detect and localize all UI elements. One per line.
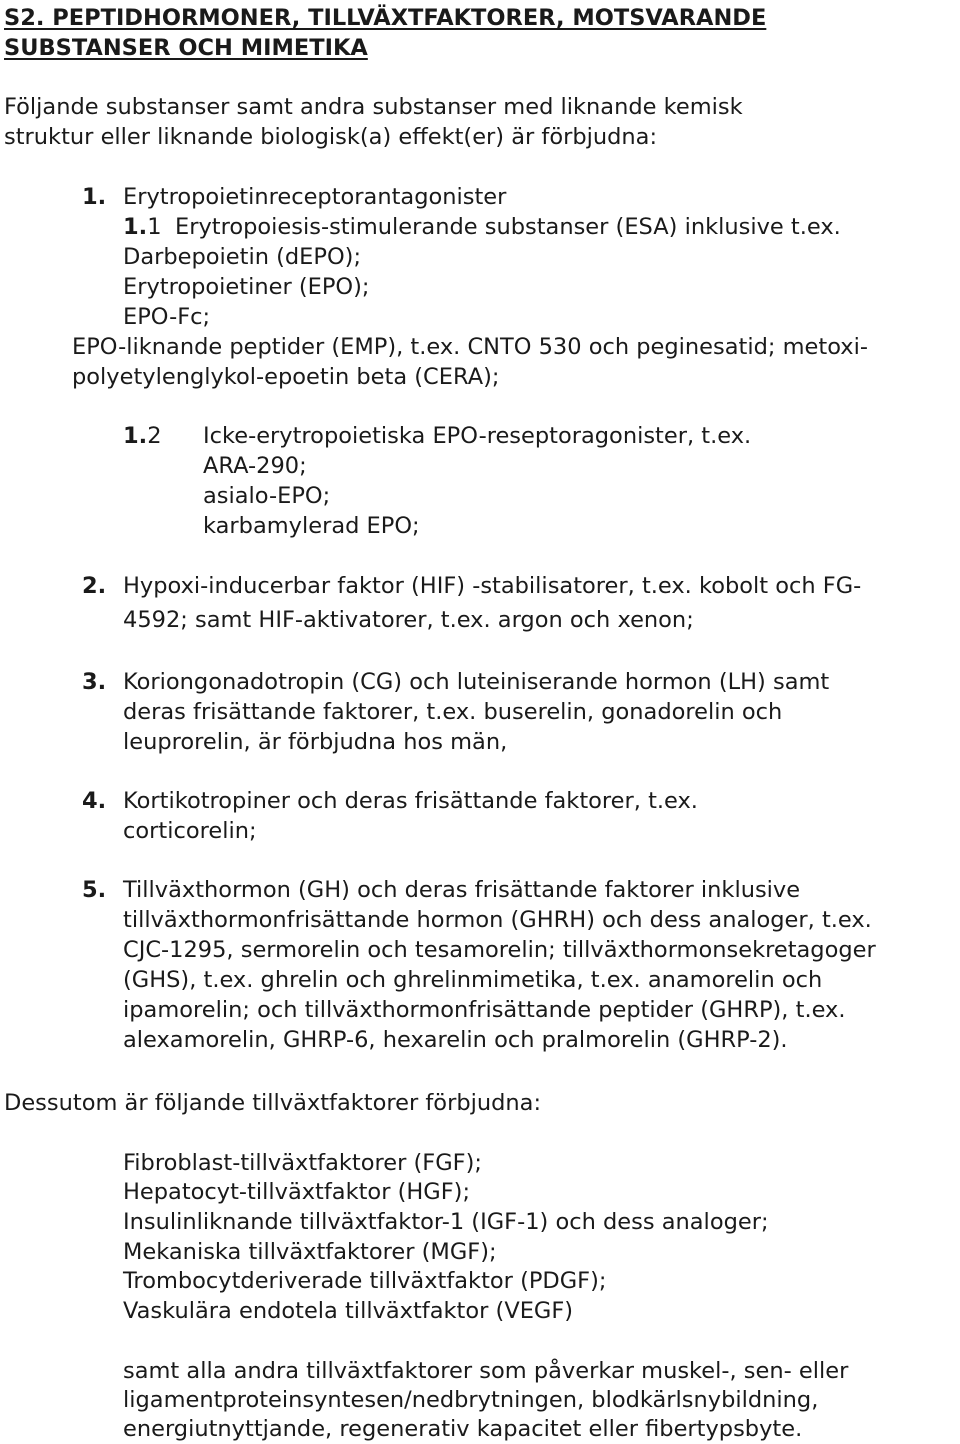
growth-factor-item: Insulinliknande tillväxtfaktor-1 (IGF-1) och dess analoger;	[123, 1209, 769, 1235]
growth-factor-item: Hepatocyt-tillväxtfaktor (HGF);	[123, 1179, 471, 1205]
growth-factor-item: Mekaniska tillväxtfaktorer (MGF);	[123, 1239, 497, 1265]
item-1-2-line: asialo-EPO;	[203, 483, 331, 509]
item-5-line: tillväxthormonfrisättande hormon (GHRH) och dess analoger, t.ex.	[123, 907, 872, 933]
item-4-number: 4.	[82, 788, 107, 814]
item-1-number: 1.	[82, 184, 107, 210]
growth-factor-item: Fibroblast-tillväxtfaktorer (FGF);	[123, 1150, 482, 1176]
growth-factor-item: Vaskulära endotela tillväxtfaktor (VEGF)	[123, 1298, 574, 1324]
item-1-2-number-rest: 2	[147, 423, 162, 449]
closing-line: energiutnyttjande, regenerativ kapacitet eller fibertypsbyte.	[123, 1416, 803, 1442]
intro-line-1: Följande substanser samt andra substanser med liknande kemisk	[4, 94, 743, 120]
item-4-line: Kortikotropiner och deras frisättande faktorer, t.ex.	[123, 788, 698, 814]
closing-line: ligamentproteinsyntesen/nedbrytningen, blodkärlsnybildning,	[123, 1387, 819, 1413]
intro-line-2: struktur eller liknande biologisk(a) effekt(er) är förbjudna:	[4, 124, 658, 150]
item-1-1-line: Darbepoietin (dEPO);	[123, 244, 362, 270]
item-5-line: CJC-1295, sermorelin och tesamorelin; tillväxthormonsekretagoger	[123, 937, 876, 963]
item-5-line: Tillväxthormon (GH) och deras frisättande faktorer inklusive	[123, 877, 801, 903]
item-5-line: alexamorelin, GHRP-6, hexarelin och pralmorelin (GHRP-2).	[123, 1027, 788, 1053]
item-1-1-wide-line: polyetylenglykol-epoetin beta (CERA);	[72, 364, 500, 390]
item-1-heading: Erytropoietinreceptorantagonister	[123, 184, 507, 210]
item-1-2-heading: Icke-erytropoietiska EPO-reseptoragonister, t.ex.	[203, 423, 752, 449]
item-1-2-line: karbamylerad EPO;	[203, 513, 420, 539]
item-2-number: 2.	[82, 573, 107, 599]
item-1-2-number-bold: 1.	[123, 423, 148, 449]
item-1-2-line: ARA-290;	[203, 453, 307, 479]
item-3-number: 3.	[82, 669, 107, 695]
growth-factor-item: Trombocytderiverade tillväxtfaktor (PDGF);	[123, 1268, 607, 1294]
item-1-1-heading: Erytropoiesis-stimulerande substanser (ESA) inklusive t.ex.	[175, 214, 841, 240]
item-5-number: 5.	[82, 877, 107, 903]
item-5-line: (GHS), t.ex. ghrelin och ghrelinmimetika, t.ex. anamorelin och	[123, 967, 823, 993]
item-3-line: deras frisättande faktorer, t.ex. buserelin, gonadorelin och	[123, 699, 783, 725]
item-1-2-number	[123, 421, 162, 451]
item-3-line: leuprorelin, är förbjudna hos män,	[123, 729, 508, 755]
growth-factors-intro: Dessutom är följande tillväxtfaktorer förbjudna:	[4, 1090, 542, 1116]
section-title	[4, 3, 944, 63]
item-1-1-line: EPO-Fc;	[123, 304, 211, 330]
item-1-1-number	[123, 212, 162, 242]
section-title-line-2: SUBSTANSER OCH MIMETIKA	[4, 35, 368, 61]
item-1-1-wide-line: EPO-liknande peptider (EMP), t.ex. CNTO 530 och peginesatid; metoxi-	[72, 334, 868, 360]
item-2-text-line-2: 4592; samt HIF-aktivatorer, t.ex. argon och xenon;	[123, 607, 694, 633]
closing-line: samt alla andra tillväxtfaktorer som påverkar muskel-, sen- eller	[123, 1358, 849, 1384]
item-5-line: ipamorelin; och tillväxthormonfrisättande peptider (GHRP), t.ex.	[123, 997, 846, 1023]
item-1-1-line: Erytropoietiner (EPO);	[123, 274, 370, 300]
item-3-line: Koriongonadotropin (CG) och luteiniserande hormon (LH) samt	[123, 669, 830, 695]
section-title-line-1: S2. PEPTIDHORMONER, TILLVÄXTFAKTORER, MOTSVARANDE	[4, 5, 767, 31]
item-4-line: corticorelin;	[123, 818, 257, 844]
item-1-1-number-bold: 1.	[123, 214, 148, 240]
item-1-1-number-rest: 1	[147, 214, 162, 240]
item-2-text-line-1: Hypoxi-inducerbar faktor (HIF) -stabilisatorer, t.ex. kobolt och FG-	[123, 573, 862, 599]
